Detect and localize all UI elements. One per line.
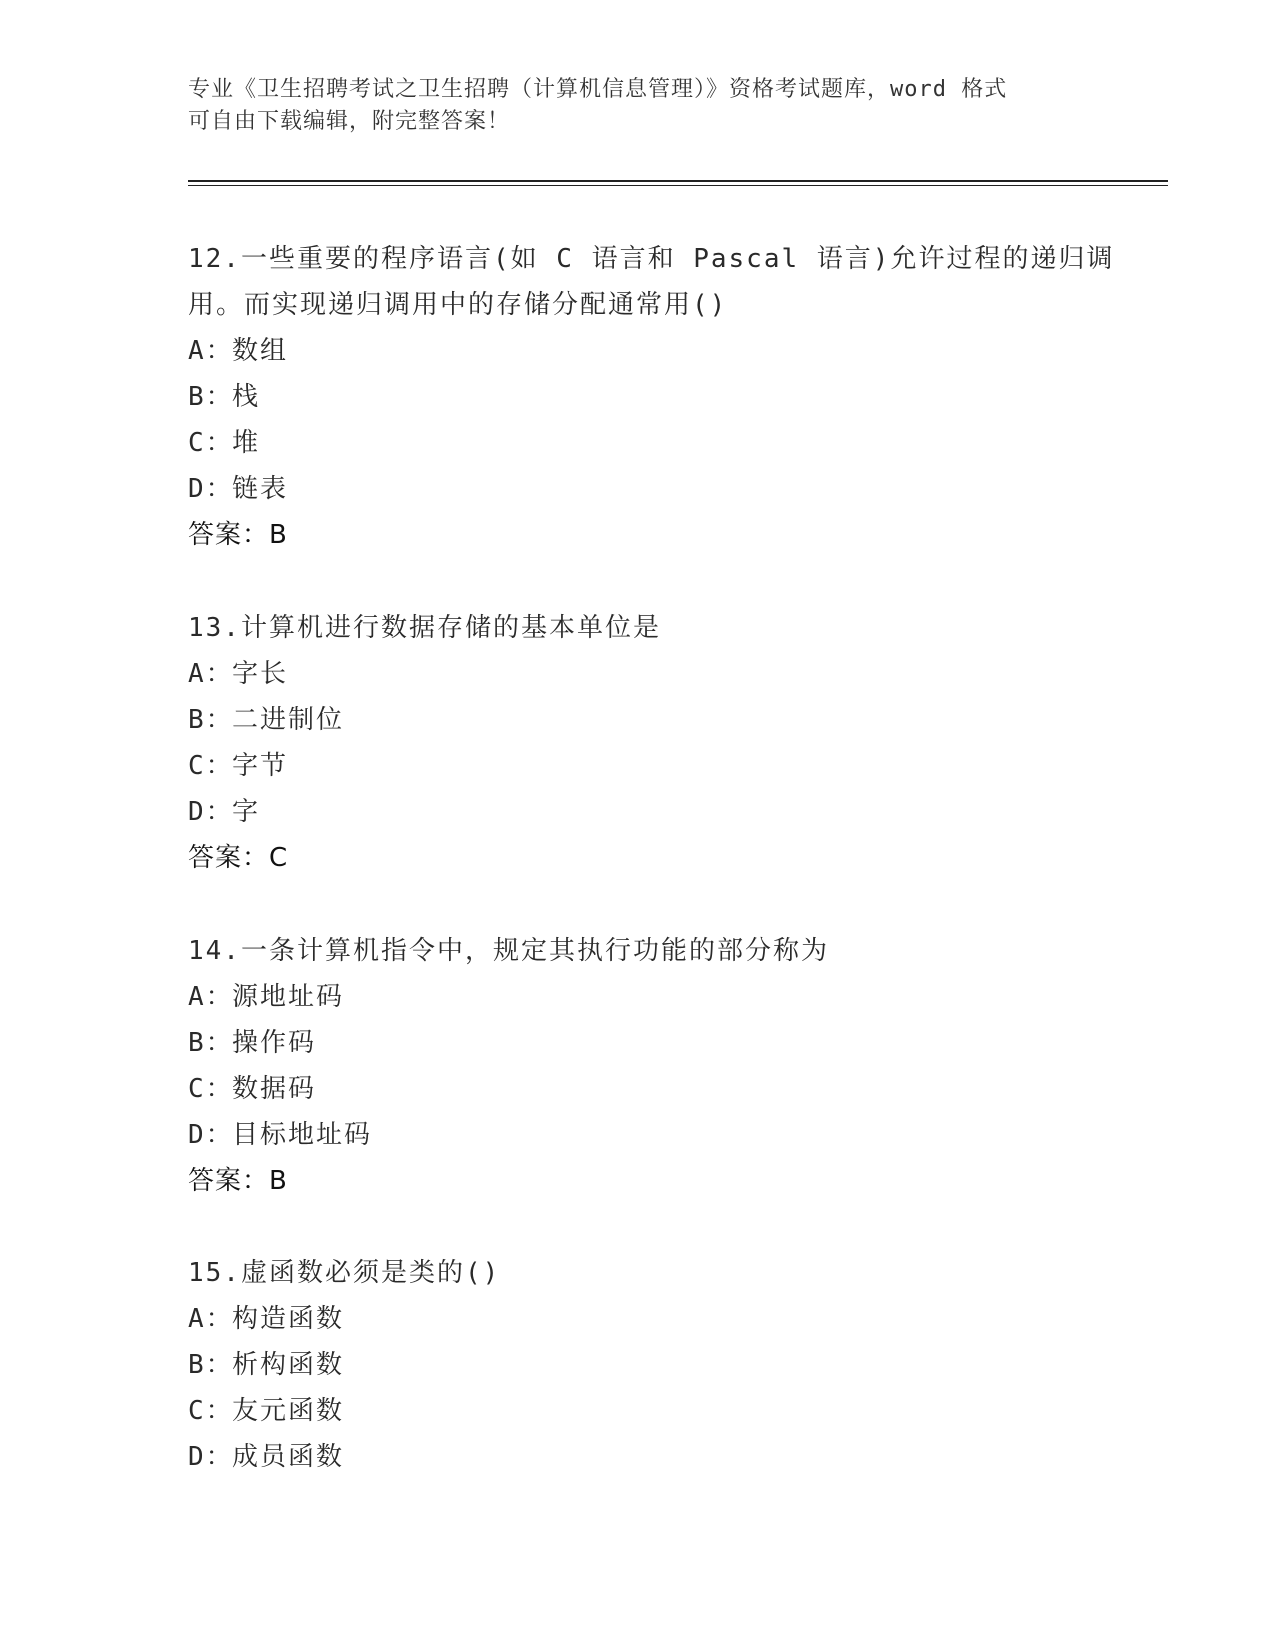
option-text: 构造函数 bbox=[232, 1304, 345, 1334]
option-key: C： bbox=[188, 751, 234, 781]
option-text: 数组 bbox=[232, 336, 289, 366]
option-text: 堆 bbox=[232, 428, 261, 458]
answer: 答案：C bbox=[188, 843, 289, 873]
header-line-1: 专业《卫生招聘考试之卫生招聘（计算机信息管理）》资格考试题库，word 格式 bbox=[188, 77, 1008, 102]
option-text: 析构函数 bbox=[232, 1350, 345, 1380]
option-key: D： bbox=[188, 474, 234, 504]
option-text: 栈 bbox=[232, 382, 261, 412]
option-a bbox=[188, 651, 1088, 697]
option-key: C： bbox=[188, 1396, 234, 1426]
question-text-line: 14.一条计算机指令中，规定其执行功能的部分称为 bbox=[188, 936, 829, 966]
header-divider-thin bbox=[188, 185, 1168, 186]
option-d bbox=[188, 1112, 1088, 1158]
document-header bbox=[188, 74, 1088, 138]
option-key: D： bbox=[188, 1442, 234, 1472]
option-b bbox=[188, 1342, 1088, 1388]
option-c bbox=[188, 743, 1088, 789]
option-a bbox=[188, 974, 1088, 1020]
option-key: B： bbox=[188, 1028, 234, 1058]
question-text-line: 12.一些重要的程序语言(如 C 语言和 Pascal 语言)允许过程的递归调 bbox=[188, 244, 1115, 274]
option-key: D： bbox=[188, 797, 234, 827]
option-d bbox=[188, 466, 1088, 512]
option-text: 字节 bbox=[232, 751, 289, 781]
option-text: 二进制位 bbox=[232, 705, 345, 735]
option-b bbox=[188, 697, 1088, 743]
option-d bbox=[188, 789, 1088, 835]
option-a bbox=[188, 328, 1088, 374]
option-b bbox=[188, 1020, 1088, 1066]
option-b bbox=[188, 374, 1088, 420]
question-text bbox=[188, 605, 1088, 651]
option-key: B： bbox=[188, 705, 234, 735]
option-text: 数据码 bbox=[232, 1074, 317, 1104]
option-text: 友元函数 bbox=[232, 1396, 345, 1426]
question-text bbox=[188, 236, 1115, 328]
question-text-line: 13.计算机进行数据存储的基本单位是 bbox=[188, 613, 661, 643]
option-c bbox=[188, 1388, 1088, 1434]
answer: 答案：B bbox=[188, 1166, 288, 1196]
option-key: C： bbox=[188, 1074, 234, 1104]
question-12 bbox=[188, 236, 1115, 558]
option-key: C： bbox=[188, 428, 234, 458]
option-key: A： bbox=[188, 336, 234, 366]
option-text: 源地址码 bbox=[232, 982, 345, 1012]
option-a bbox=[188, 1296, 1088, 1342]
question-13 bbox=[188, 605, 1088, 881]
option-text: 成员函数 bbox=[232, 1442, 345, 1472]
option-text: 字长 bbox=[232, 659, 289, 689]
option-text: 目标地址码 bbox=[232, 1120, 373, 1150]
option-text: 字 bbox=[232, 797, 261, 827]
header-line-2: 可自由下载编辑，附完整答案！ bbox=[188, 109, 511, 134]
question-text bbox=[188, 1250, 1088, 1296]
question-text bbox=[188, 928, 1088, 974]
question-14 bbox=[188, 928, 1088, 1204]
option-key: D： bbox=[188, 1120, 234, 1150]
question-15 bbox=[188, 1250, 1088, 1480]
answer: 答案：B bbox=[188, 520, 288, 550]
option-key: A： bbox=[188, 1304, 234, 1334]
header-divider-thick bbox=[188, 180, 1168, 182]
option-text: 操作码 bbox=[232, 1028, 317, 1058]
option-text: 链表 bbox=[232, 474, 289, 504]
option-key: B： bbox=[188, 1350, 234, 1380]
option-key: A： bbox=[188, 659, 234, 689]
option-key: B： bbox=[188, 382, 234, 412]
option-c bbox=[188, 1066, 1088, 1112]
option-d bbox=[188, 1434, 1088, 1480]
question-text-line: 15.虚函数必须是类的() bbox=[188, 1258, 501, 1288]
option-key: A： bbox=[188, 982, 234, 1012]
option-c bbox=[188, 420, 1088, 466]
question-text-line: 用。而实现递归调用中的存储分配通常用() bbox=[188, 290, 728, 320]
